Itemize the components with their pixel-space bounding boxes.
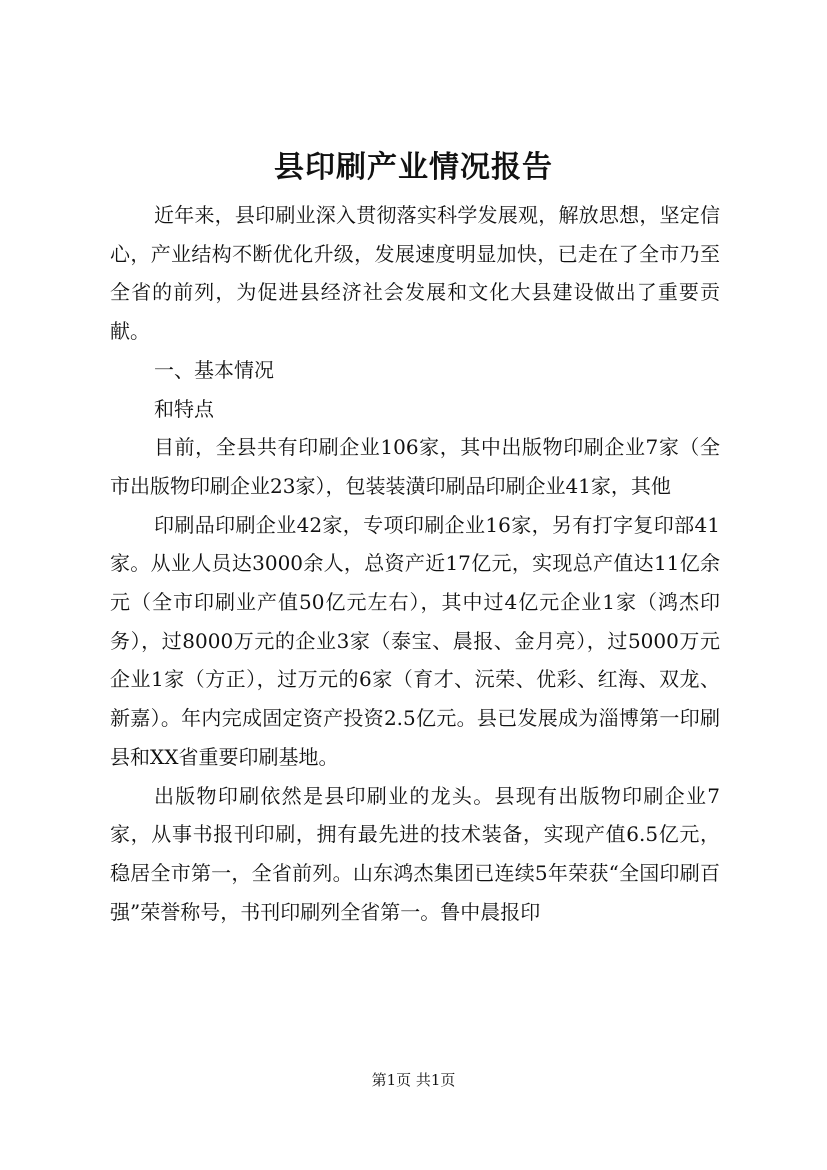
section-heading-continued: 和特点: [154, 396, 214, 421]
paragraph-intro: 近年来，县印刷业深入贯彻落实科学发展观，解放思想，坚定信心，产业结构不断优化升级，发展速度明显加快，已走在了全市乃至全省的前列，为促进县经济社会发展和文化大县建设做出了重要贡献。: [110, 203, 720, 344]
paragraph-output-value: 印刷品印刷企业42家，专项印刷企业16家，另有打字复印部41家。从业人员达3000余人，总资产近17亿元，实现总产值达11亿余元（全市印刷业产值50亿元左右），其中过4亿元企业1家（鸿杰印务），过8000万元的企业3家（泰宝、晨报、金月亮），过5000万元企业1家（方正），过万元的6家（育才、沅荣、优彩、红海、双龙、新嘉）。年内完成固定资产投资2.5亿元。县已发展成为淄博第一印刷县和XX省重要印刷基地。: [110, 512, 720, 769]
document-title: 县印刷产业情况报告: [274, 150, 553, 185]
paragraph-publication-printing: 出版物印刷依然是县印刷业的龙头。县现有出版物印刷企业7家，从事书报刊印刷，拥有最先进的技术装备，实现产值6.5亿元，稳居全市第一，全省前列。山东鸿杰集团已连续5年荣获“全国印刷百强”荣誉称号，书刊印刷列全省第一。鲁中晨报印: [110, 783, 720, 924]
paragraph-enterprise-count: 目前，全县共有印刷企业106家，其中出版物印刷企业7家（全市出版物印刷企业23家），包装装潢印刷品印刷企业41家，其他: [110, 435, 720, 498]
page-footer: 第1页 共1页: [371, 1071, 456, 1089]
section-heading: 一、基本情况: [154, 357, 274, 382]
document-body: [110, 196, 720, 931]
